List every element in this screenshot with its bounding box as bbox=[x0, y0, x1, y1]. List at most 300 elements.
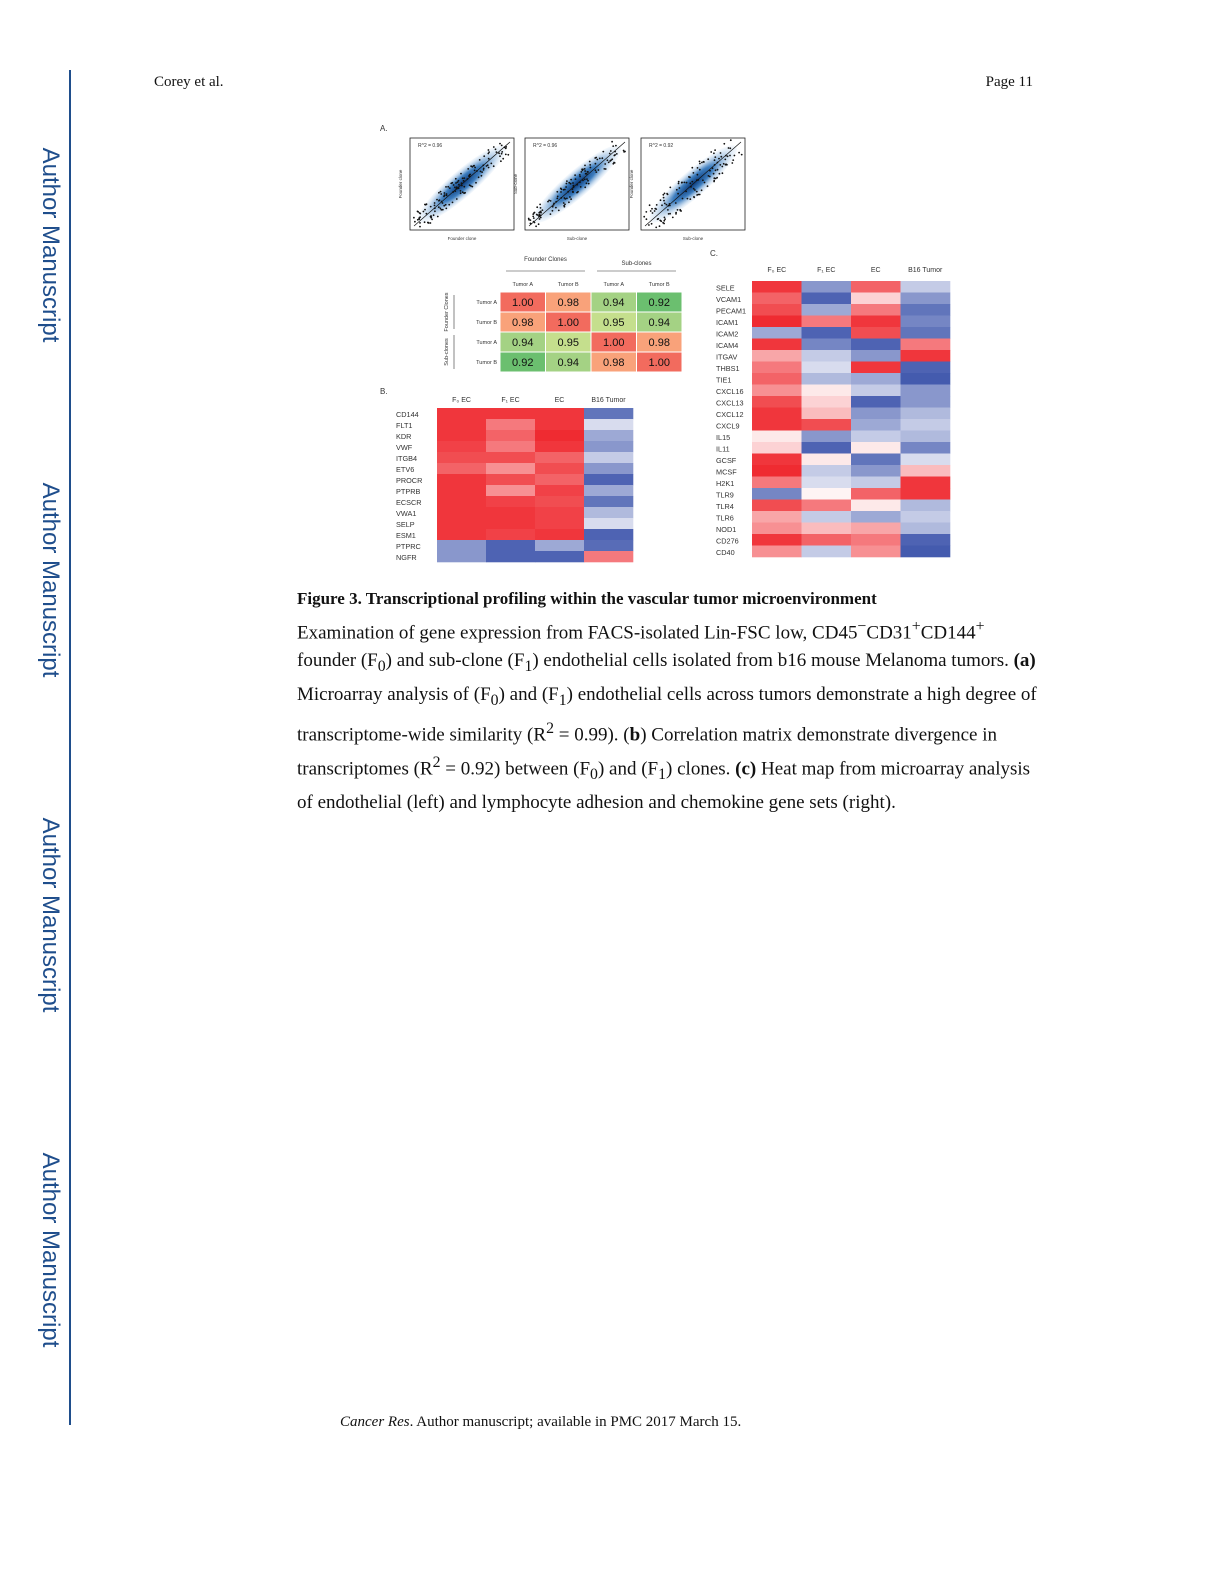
scatter-point bbox=[608, 162, 610, 164]
panel-b-cell bbox=[535, 529, 584, 540]
panel-b-col-label: B16 Tumor bbox=[591, 397, 626, 404]
panel-c-cell bbox=[901, 362, 951, 374]
scatter-point bbox=[693, 188, 695, 190]
panel-c-cell bbox=[851, 327, 901, 339]
scatter-point bbox=[663, 197, 665, 199]
panel-c-gene-label: H2K1 bbox=[716, 479, 735, 488]
scatter-point bbox=[613, 155, 615, 157]
panel-c-cell bbox=[901, 350, 951, 362]
scatter-point bbox=[475, 182, 477, 184]
panel-a-label: A. bbox=[380, 124, 388, 133]
scatter-point bbox=[463, 177, 465, 179]
scatter-point bbox=[419, 222, 421, 224]
corr-value: 0.94 bbox=[557, 357, 579, 369]
scatter-point bbox=[449, 187, 451, 189]
scatter-point bbox=[680, 210, 682, 212]
scatter-point bbox=[664, 218, 666, 220]
panel-c-gene-label: IL11 bbox=[716, 444, 730, 454]
panel-b-cell bbox=[437, 474, 486, 485]
panel-c-gene-label: TLR4 bbox=[716, 502, 734, 511]
panel-b-cell bbox=[486, 430, 535, 441]
panel-c-cell bbox=[851, 419, 901, 431]
panel-c-cell bbox=[752, 293, 802, 305]
panel-c-gene-label: PECAM1 bbox=[716, 306, 747, 316]
scatter-point bbox=[714, 156, 716, 158]
scatter-point bbox=[590, 167, 592, 169]
panel-b-cell bbox=[535, 507, 584, 518]
scatter-point bbox=[650, 210, 652, 212]
scatter-point bbox=[439, 199, 441, 201]
corr-value: 1.00 bbox=[648, 357, 670, 369]
scatter-point bbox=[731, 162, 733, 164]
panel-b-gene-label: VWF bbox=[396, 443, 413, 452]
scatter-point bbox=[442, 202, 444, 204]
scatter-point bbox=[714, 149, 716, 151]
scatter-point bbox=[478, 176, 480, 178]
scatter-point bbox=[431, 219, 433, 221]
scatter-point bbox=[434, 205, 436, 207]
scatter-point bbox=[599, 158, 601, 160]
corr-value: 0.95 bbox=[603, 317, 625, 329]
scatter-point bbox=[732, 159, 734, 161]
scatter-point bbox=[500, 160, 502, 162]
scatter-point bbox=[467, 168, 469, 170]
scatter-point bbox=[499, 155, 501, 157]
panel-c-cell bbox=[802, 546, 852, 558]
scatter-point bbox=[437, 216, 439, 218]
panel-b-cell bbox=[437, 463, 486, 474]
panel-b-cell bbox=[584, 408, 633, 419]
panel-c-cell bbox=[901, 373, 951, 385]
panel-c-cell bbox=[802, 523, 852, 535]
scatter-point bbox=[438, 206, 440, 208]
panel-b-cell bbox=[584, 474, 633, 485]
scatter-point bbox=[577, 191, 579, 193]
scatter-point bbox=[729, 147, 731, 149]
scatter-point bbox=[556, 198, 558, 200]
panel-c-cell bbox=[752, 362, 802, 374]
scatter-point bbox=[655, 227, 657, 229]
scatter-point bbox=[661, 204, 663, 206]
corr-group-col-2: Sub-clones bbox=[621, 261, 652, 267]
scatter-point bbox=[580, 186, 582, 188]
panel-c-cell bbox=[752, 316, 802, 328]
panel-c-cell bbox=[901, 500, 951, 512]
scatter-point bbox=[668, 213, 670, 215]
panel-c-gene-label: MCSF bbox=[716, 467, 737, 477]
panel-c-cell bbox=[802, 339, 852, 351]
scatter-point bbox=[436, 199, 438, 201]
scatter-point bbox=[570, 183, 572, 185]
panel-c-cell bbox=[901, 465, 951, 477]
scatter-point bbox=[566, 198, 568, 200]
panel-c-gene-label: CD40 bbox=[716, 548, 735, 557]
panel-b-cell bbox=[486, 463, 535, 474]
panel-b-cell bbox=[584, 529, 633, 540]
scatter-point bbox=[582, 169, 584, 171]
scatter-point bbox=[615, 145, 617, 147]
scatter-point bbox=[713, 173, 715, 175]
scatter-point bbox=[595, 171, 597, 173]
scatter-point bbox=[584, 168, 586, 170]
scatter-point bbox=[469, 174, 471, 176]
panel-b-cell bbox=[535, 474, 584, 485]
scatter-point bbox=[696, 194, 698, 196]
panel-c-cell bbox=[851, 316, 901, 328]
panel-c-cell bbox=[752, 350, 802, 362]
scatter-point bbox=[474, 167, 476, 169]
panel-c-cell bbox=[752, 304, 802, 316]
panel-b-cell bbox=[486, 474, 535, 485]
panel-b-cell bbox=[437, 496, 486, 507]
panel-c-gene-label: SELE bbox=[716, 283, 735, 293]
panel-b-label: B. bbox=[380, 387, 388, 396]
caption-title: Figure 3. Transcriptional profiling within the vascular tumor microenvironment bbox=[297, 589, 877, 608]
y-axis-label: Sub-clone bbox=[513, 173, 518, 195]
footer-citation bbox=[340, 1414, 741, 1431]
panel-c-cell bbox=[802, 500, 852, 512]
scatter-point bbox=[663, 220, 665, 222]
panel-c-cell bbox=[901, 454, 951, 466]
scatter-point bbox=[414, 221, 416, 223]
scatter-point bbox=[471, 186, 473, 188]
scatter-point bbox=[540, 207, 542, 209]
panel-c-gene-label: TIE1 bbox=[716, 375, 732, 385]
panel-c-cell bbox=[802, 316, 852, 328]
scatter-point bbox=[588, 183, 590, 185]
corr-col-label: Tumor A bbox=[603, 282, 625, 288]
scatter-point bbox=[595, 157, 597, 159]
scatter-point bbox=[696, 191, 698, 193]
scatter-point bbox=[589, 164, 591, 166]
scatter-point bbox=[565, 186, 567, 188]
panel-c-cell bbox=[901, 316, 951, 328]
panel-b-cell bbox=[486, 452, 535, 463]
scatter-point bbox=[704, 182, 706, 184]
panel-c-gene-label: ICAM1 bbox=[716, 318, 739, 327]
scatter-point bbox=[568, 201, 570, 203]
panel-c-cell bbox=[752, 500, 802, 512]
panel-b-cell bbox=[584, 518, 633, 529]
r-squared-label: R^2 = 0.96 bbox=[533, 143, 558, 149]
panel-b-gene-label: ESM1 bbox=[396, 531, 416, 540]
scatter-point bbox=[570, 198, 572, 200]
scatter-point bbox=[699, 169, 701, 171]
scatter-point bbox=[651, 208, 653, 210]
scatter-point bbox=[664, 193, 666, 195]
panel-c-cell bbox=[802, 511, 852, 523]
scatter-point bbox=[572, 182, 574, 184]
panel-c-cell bbox=[752, 534, 802, 546]
panel-b-cell bbox=[437, 441, 486, 452]
scatter-point bbox=[693, 172, 695, 174]
panel-c-cell bbox=[802, 373, 852, 385]
panel-c-cell bbox=[851, 523, 901, 535]
panel-c-cell bbox=[901, 523, 951, 535]
panel-b-cell bbox=[584, 507, 633, 518]
panel-c-cell bbox=[851, 396, 901, 408]
scatter-point bbox=[471, 166, 473, 168]
scatter-point bbox=[501, 145, 503, 147]
scatter-point bbox=[417, 211, 419, 213]
y-axis-label: Founder clone bbox=[629, 169, 634, 199]
scatter-point bbox=[483, 155, 485, 157]
scatter-point bbox=[738, 152, 740, 154]
panel-c-cell bbox=[752, 419, 802, 431]
scatter-point bbox=[677, 193, 679, 195]
panel-c-cell bbox=[851, 339, 901, 351]
scatter-point bbox=[458, 184, 460, 186]
scatter-point bbox=[699, 194, 701, 196]
scatter-point bbox=[444, 192, 446, 194]
scatter-point bbox=[560, 191, 562, 193]
corr-value: 0.98 bbox=[603, 357, 625, 369]
scatter-point bbox=[440, 193, 442, 195]
panel-c-cell bbox=[802, 385, 852, 397]
scatter-point bbox=[709, 176, 711, 178]
scatter-point bbox=[493, 146, 495, 148]
corr-col-label: Tumor B bbox=[557, 282, 579, 288]
panel-c-cell bbox=[901, 511, 951, 523]
panel-b-cell bbox=[437, 452, 486, 463]
scatter-point bbox=[463, 186, 465, 188]
scatter-point bbox=[453, 184, 455, 186]
scatter-point bbox=[528, 218, 530, 220]
panel-c-cell bbox=[851, 477, 901, 489]
scatter-point bbox=[651, 223, 653, 225]
scatter-point bbox=[564, 204, 566, 206]
scatter-point bbox=[438, 192, 440, 194]
scatter-point bbox=[555, 207, 557, 209]
panel-c-col-label: F₀ EC bbox=[767, 267, 787, 274]
scatter-point bbox=[550, 213, 552, 215]
panel-c-cell bbox=[752, 465, 802, 477]
panel-b-cell bbox=[584, 463, 633, 474]
scatter-point bbox=[687, 198, 689, 200]
panel-c-cell bbox=[802, 488, 852, 500]
scatter-point bbox=[440, 208, 442, 210]
scatter-point bbox=[574, 174, 576, 176]
scatter-point bbox=[448, 204, 450, 206]
scatter-point bbox=[716, 177, 718, 179]
caption-body: Examination of gene expression from FACS-isolated Lin-FSC low, CD45−CD31+CD144+ founder $(F_0)$ and sub-clone $(F_1)$ endothelial cells isolated from b16 mouse Melanoma tumors. (a) Microarray analysis of $(F_0)$ and $(F_1)$ endothelial cells across tumors demonstrate a high degree of transcriptome-wide similarity $(R^2 = 0.99)$. (b) Correlation matrix demonstrate divergence in transcriptomes $(R^2 = 0.92)$ between $(F_0)$ and $(F_1)$ clones. (c) Heat map from microarray analysis of endothelial (left) and lymphocyte adhesion and chemokine gene sets (right). bbox=[297, 618, 1037, 814]
panel-c-cell bbox=[802, 293, 852, 305]
scatter-plot-2 bbox=[525, 137, 629, 231]
panel-c-gene-label: NOD1 bbox=[716, 525, 737, 534]
panel-c-gene-label: VCAM1 bbox=[716, 295, 742, 304]
panel-c-cell bbox=[901, 339, 951, 351]
scatter-point bbox=[589, 161, 591, 163]
scatter-point bbox=[714, 159, 716, 161]
scatter-point bbox=[728, 147, 730, 149]
scatter-point bbox=[419, 226, 421, 228]
panel-b-gene-label: CD144 bbox=[396, 410, 419, 419]
corr-row-label: Tumor B bbox=[476, 320, 497, 326]
corr-group-row-1: Founder Clones bbox=[444, 292, 450, 332]
scatter-point bbox=[536, 206, 538, 208]
scatter-point bbox=[480, 171, 482, 173]
scatter-point bbox=[607, 159, 609, 161]
scatter-point bbox=[701, 189, 703, 191]
panel-b-gene-label: VWA1 bbox=[396, 509, 417, 518]
scatter-point bbox=[455, 182, 457, 184]
panel-c-cell bbox=[851, 442, 901, 454]
scatter-point bbox=[721, 166, 723, 168]
scatter-point bbox=[666, 204, 668, 206]
corr-value: 0.94 bbox=[512, 337, 534, 349]
panel-b-cell bbox=[437, 408, 486, 419]
panel-c-cell bbox=[851, 534, 901, 546]
scatter-point bbox=[540, 211, 542, 213]
panel-c-cell bbox=[752, 327, 802, 339]
figure-3 bbox=[375, 120, 955, 565]
footer-availability: . Author manuscript; available in PMC 2017 March 15. bbox=[409, 1414, 742, 1430]
scatter-point bbox=[713, 152, 715, 154]
y-axis-label: Founder clone bbox=[398, 169, 403, 199]
scatter-point bbox=[699, 161, 701, 163]
panel-c-gene-label: CXCL9 bbox=[716, 421, 740, 431]
panel-c-gene-label: CD276 bbox=[716, 536, 739, 546]
panel-b-cell bbox=[584, 452, 633, 463]
panel-b-cell bbox=[437, 551, 486, 562]
panel-c-cell bbox=[802, 465, 852, 477]
scatter-point bbox=[570, 179, 572, 181]
scatter-point bbox=[499, 143, 501, 145]
scatter-point bbox=[443, 205, 445, 207]
scatter-point bbox=[586, 178, 588, 180]
panel-b-gene-label: PROCR bbox=[396, 476, 423, 485]
panel-b-gene-label: ITGB4 bbox=[396, 454, 418, 463]
panel-c-cell bbox=[802, 454, 852, 466]
scatter-point bbox=[683, 182, 685, 184]
panel-c-cell bbox=[752, 408, 802, 420]
scatter-point bbox=[701, 162, 703, 164]
scatter-point bbox=[501, 151, 503, 153]
corr-value: 0.95 bbox=[557, 337, 579, 349]
panel-b-cell bbox=[486, 551, 535, 562]
scatter-point bbox=[452, 202, 454, 204]
scatter-point bbox=[662, 194, 664, 196]
scatter-point bbox=[648, 224, 650, 226]
x-axis-label: Sub-clone bbox=[566, 236, 588, 241]
panel-c-cell bbox=[752, 442, 802, 454]
scatter-point bbox=[646, 218, 648, 220]
scatter-point bbox=[723, 143, 725, 145]
panel-b-cell bbox=[486, 507, 535, 518]
scatter-point bbox=[556, 191, 558, 193]
panel-b-gene-label: SELP bbox=[396, 520, 415, 529]
r-squared-label: R^2 = 0.96 bbox=[418, 143, 443, 149]
x-axis-label: Sub-clone bbox=[682, 236, 704, 241]
panel-b-cell bbox=[535, 485, 584, 496]
panel-b-cell bbox=[535, 463, 584, 474]
scatter-point bbox=[445, 208, 447, 210]
scatter-point bbox=[474, 170, 476, 172]
footer-journal: Cancer Res bbox=[340, 1414, 410, 1430]
scatter-point bbox=[654, 208, 656, 210]
scatter-point bbox=[434, 202, 436, 204]
scatter-point bbox=[691, 181, 693, 183]
panel-c-cell bbox=[901, 385, 951, 397]
panel-b-cell bbox=[486, 529, 535, 540]
scatter-point bbox=[572, 191, 574, 193]
panel-b-cell bbox=[535, 419, 584, 430]
scatter-point bbox=[447, 186, 449, 188]
panel-c-cell bbox=[752, 523, 802, 535]
scatter-point bbox=[654, 210, 656, 212]
scatter-point bbox=[720, 152, 722, 154]
panel-c-cell bbox=[901, 293, 951, 305]
panel-c-col-label: F₁ EC bbox=[817, 267, 836, 274]
scatter-point bbox=[486, 165, 488, 167]
scatter-point bbox=[493, 165, 495, 167]
scatter-point bbox=[538, 212, 540, 214]
panel-c-cell bbox=[752, 281, 802, 293]
scatter-point bbox=[703, 161, 705, 163]
scatter-point bbox=[609, 153, 611, 155]
panel-c-cell bbox=[851, 465, 901, 477]
scatter-point bbox=[688, 176, 690, 178]
panel-c-cell bbox=[802, 408, 852, 420]
scatter-point bbox=[548, 200, 550, 202]
scatter-point bbox=[699, 163, 701, 165]
scatter-point bbox=[430, 222, 432, 224]
panel-c-cell bbox=[802, 534, 852, 546]
scatter-point bbox=[424, 204, 426, 206]
panel-c-cell bbox=[752, 488, 802, 500]
running-header-authors: Corey et al. bbox=[154, 74, 224, 90]
panel-c-cell bbox=[802, 327, 852, 339]
scatter-point bbox=[689, 182, 691, 184]
scatter-point bbox=[678, 183, 680, 185]
panel-c-cell bbox=[802, 396, 852, 408]
scatter-point bbox=[419, 213, 421, 215]
scatter-point bbox=[610, 159, 612, 161]
scatter-point bbox=[566, 183, 568, 185]
panel-b-cell bbox=[584, 441, 633, 452]
scatter-point bbox=[463, 180, 465, 182]
scatter-point bbox=[602, 151, 604, 153]
panel-b-cell bbox=[437, 419, 486, 430]
scatter-point bbox=[496, 151, 498, 153]
panel-c-gene-label: IL15 bbox=[716, 433, 731, 442]
scatter-point bbox=[460, 192, 462, 194]
corr-col-label: Tumor A bbox=[512, 282, 534, 288]
scatter-point bbox=[488, 167, 490, 169]
panel-c-gene-label: CXCL16 bbox=[716, 387, 744, 396]
scatter-point bbox=[616, 153, 618, 155]
panel-c-cell bbox=[901, 408, 951, 420]
scatter-point bbox=[610, 150, 612, 152]
scatter-point bbox=[434, 210, 436, 212]
panel-c-cell bbox=[901, 327, 951, 339]
scatter-point bbox=[686, 182, 688, 184]
panel-b-cell bbox=[584, 496, 633, 507]
scatter-point bbox=[596, 159, 598, 161]
scatter-point bbox=[722, 172, 724, 174]
scatter-point bbox=[455, 178, 457, 180]
scatter-point bbox=[663, 223, 665, 225]
scatter-point bbox=[575, 178, 577, 180]
scatter-point bbox=[595, 169, 597, 171]
panel-b-gene-label: NGFR bbox=[396, 553, 417, 562]
panel-c-gene-label: CXCL13 bbox=[716, 398, 744, 408]
scatter-point bbox=[707, 158, 709, 160]
panel-c-cell bbox=[802, 442, 852, 454]
scatter-point bbox=[669, 187, 671, 189]
scatter-point bbox=[677, 209, 679, 211]
scatter-point bbox=[672, 217, 674, 219]
